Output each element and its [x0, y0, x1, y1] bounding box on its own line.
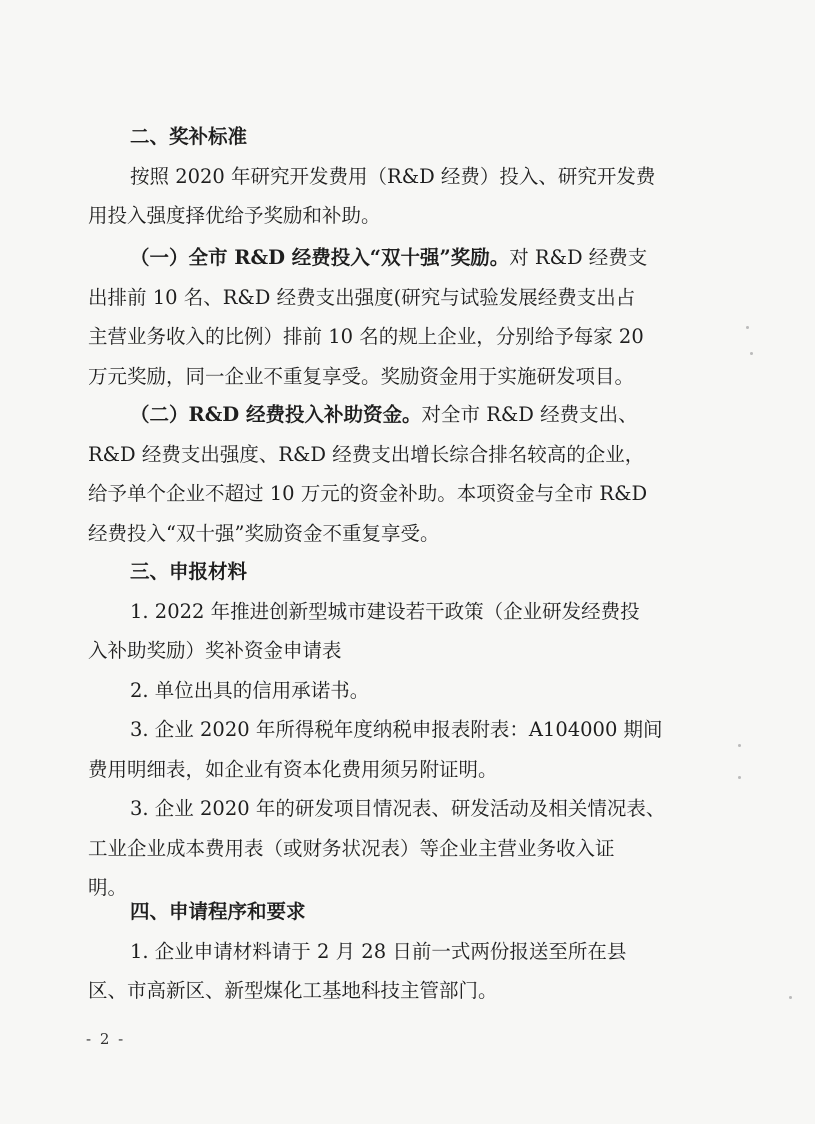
item-1-line-4: 万元奖励，同一企业不重复享受。奖励资金用于实施研发项目。	[88, 364, 635, 388]
scan-speck	[738, 776, 741, 779]
section-3	[88, 552, 700, 908]
procedure-1-line-2: 区、市高新区、新型煤化工基地科技主管部门。	[88, 979, 498, 1002]
item-2	[88, 395, 700, 553]
section-2	[88, 117, 700, 236]
material-4-line-3: 明。	[88, 876, 128, 899]
material-2: 2. 单位出具的信用承诺书。	[130, 678, 370, 702]
item-1-heading: （一）全市 R&D 经费投入“双十强”奖励。	[130, 246, 510, 269]
scan-speck	[746, 326, 749, 329]
item-1-line-2: 出排前 10 名、R&D 经费支出强度(研究与试验发展经费支出占	[88, 285, 636, 309]
item-1-line-1	[88, 238, 700, 278]
scan-speck	[789, 996, 792, 999]
scan-speck	[750, 352, 753, 355]
material-3-line-1: 3. 企业 2020 年所得税年度纳税申报表附表：A104000 期间	[130, 718, 663, 741]
procedure-1-line-1: 1. 企业申请材料请于 2 月 28 日前一式两份报送至所在县	[130, 939, 627, 963]
material-1-line-2: 入补助奖励）奖补资金申请表	[88, 639, 342, 662]
item-2-line-1-text: 对全市 R&D 经费支出、	[421, 403, 638, 426]
material-3-line-2: 费用明细表，如企业有资本化费用须另附证明。	[88, 757, 498, 781]
item-2-line-4: 经费投入“双十强”奖励资金不重复享受。	[88, 521, 440, 545]
item-2-line-3: 给予单个企业不超过 10 万元的资金补助。本项资金与全市 R&D	[88, 482, 648, 505]
material-1-line-1: 1. 2022 年推进创新型城市建设若干政策（企业研发经费投	[130, 599, 640, 623]
section-3-title: 三、申报材料	[130, 560, 248, 583]
page-number: - 2 -	[86, 1030, 126, 1048]
item-2-line-2: R&D 经费支出强度、R&D 经费支出增长综合排名较高的企业，	[88, 442, 645, 466]
section-2-title: 二、奖补标准	[130, 125, 248, 148]
section-4-title: 四、申请程序和要求	[130, 900, 306, 923]
item-1	[88, 238, 700, 396]
material-4-line-1: 3. 企业 2020 年的研发项目情况表、研发活动及相关情况表、	[130, 797, 666, 820]
scan-speck	[738, 744, 741, 747]
section-4	[88, 892, 700, 1011]
section-2-intro-line-2: 用投入强度择优给予奖励和补助。	[88, 204, 381, 227]
item-2-line-1	[88, 395, 700, 435]
item-1-line-3: 主营业务收入的比例）排前 10 名的规上企业，分别给予每家 20	[88, 325, 644, 348]
item-1-line-1-text: 对 R&D 经费支	[509, 246, 648, 269]
item-2-heading: （二）R&D 经费投入补助资金。	[130, 403, 422, 426]
section-2-intro-line-1: 按照 2020 年研究开发费用（R&D 经费）投入、研究开发费	[130, 164, 656, 188]
material-4-line-2: 工业企业成本费用表（或财务状况表）等企业主营业务收入证	[88, 836, 615, 860]
